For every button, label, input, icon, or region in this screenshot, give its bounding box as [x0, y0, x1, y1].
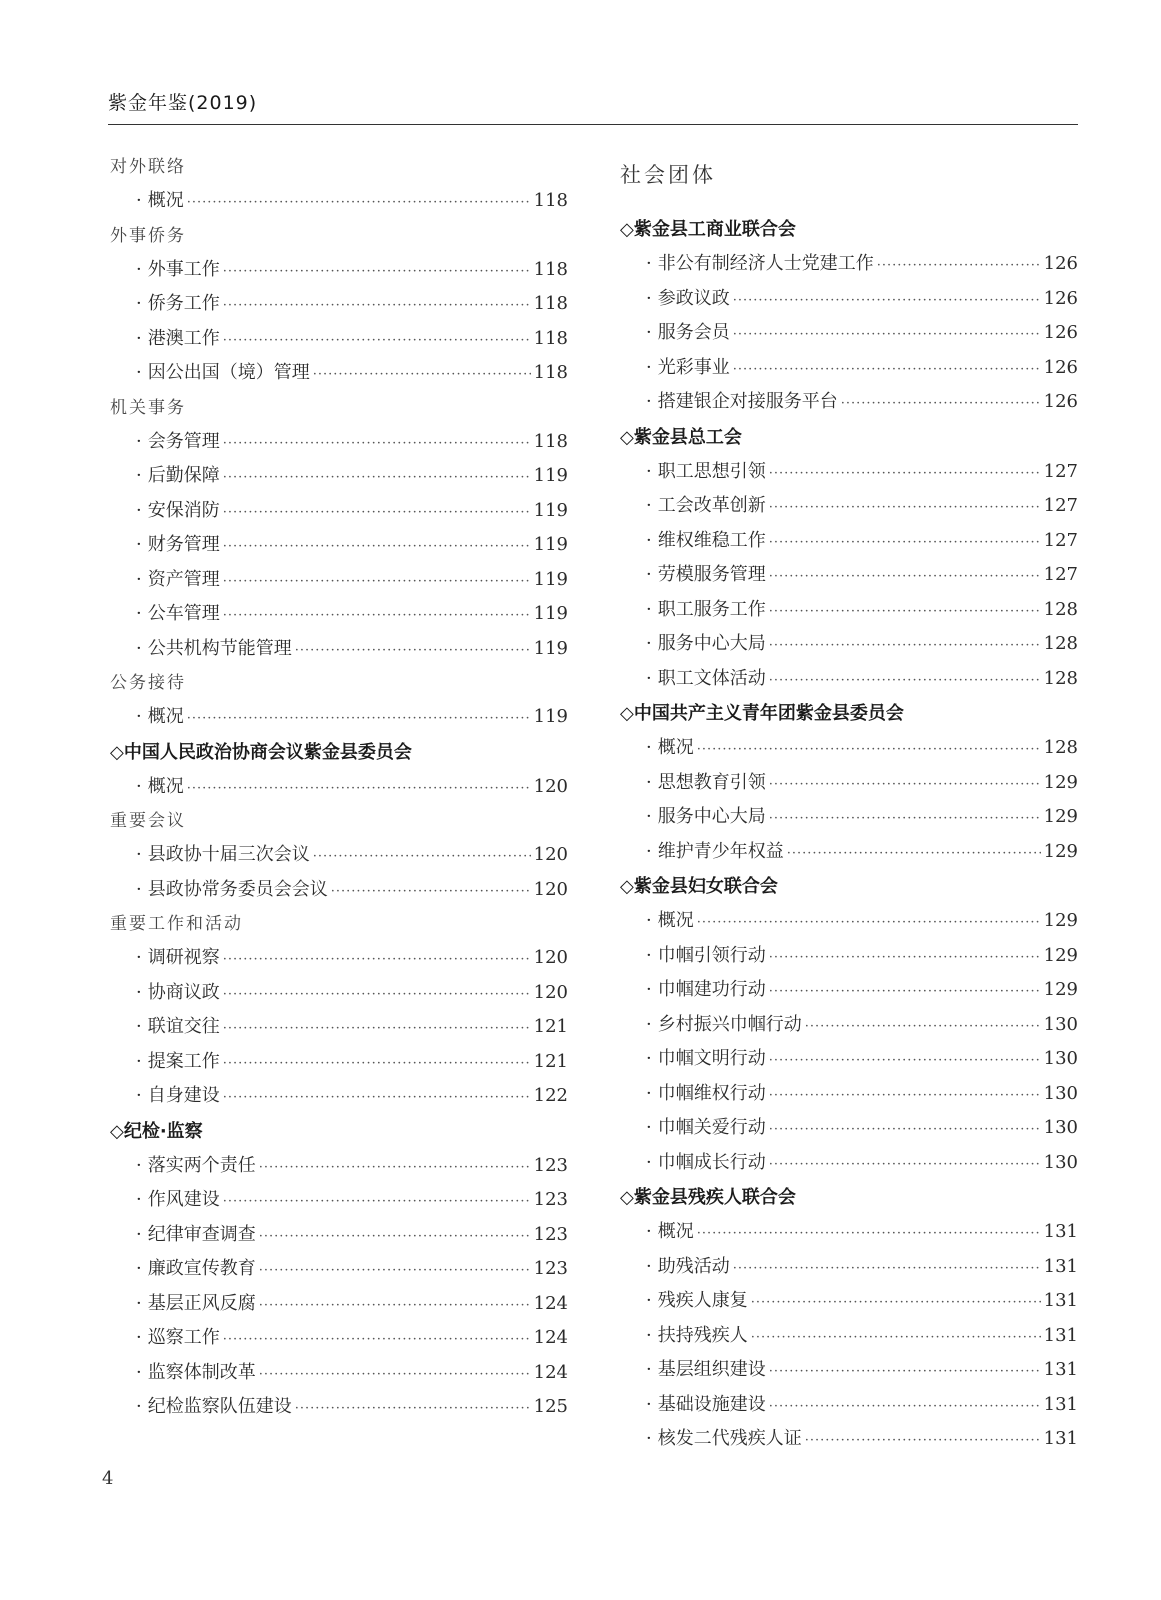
toc-page-number: 129	[1043, 806, 1078, 827]
toc-entry	[110, 597, 568, 632]
dot-leader	[769, 560, 1041, 595]
toc-page-number: 128	[1043, 737, 1078, 758]
toc-entry	[620, 662, 1078, 697]
dot-leader	[769, 1079, 1041, 1114]
toc-entry-title: · 巾帼关爱行动	[646, 1111, 766, 1146]
toc-entry-title: · 会务管理	[136, 425, 220, 460]
toc-page-number: 129	[1043, 910, 1078, 931]
toc-entry-title: · 安保消防	[136, 494, 220, 529]
dot-leader	[769, 768, 1041, 803]
toc-entry	[620, 973, 1078, 1008]
toc-entry-title: · 资产管理	[136, 563, 220, 598]
toc-entry	[620, 835, 1078, 870]
toc-entry	[620, 800, 1078, 835]
toc-entry	[110, 1321, 568, 1356]
toc-page-number: 129	[1043, 979, 1078, 1000]
toc-entry	[110, 700, 568, 735]
toc-page-number: 127	[1043, 529, 1078, 551]
toc-entry	[620, 766, 1078, 801]
toc-entry	[620, 1388, 1078, 1423]
toc-page-number: 121	[533, 1050, 568, 1072]
toc-page-number: 119	[533, 706, 568, 727]
toc-page-number: 127	[1043, 495, 1078, 516]
toc-page-number: 131	[1043, 1359, 1078, 1380]
dot-leader	[877, 249, 1041, 284]
toc-entry	[620, 1042, 1078, 1077]
toc-entry	[620, 939, 1078, 974]
toc-entry-title: · 服务会员	[646, 316, 730, 351]
toc-entry	[110, 287, 568, 322]
dot-leader	[769, 1113, 1041, 1148]
toc-page-number: 120	[533, 775, 568, 797]
dot-leader	[223, 1323, 531, 1358]
toc-entry-title: · 联谊交往	[136, 1010, 220, 1045]
toc-entry-title: · 服务中心大局	[646, 627, 766, 662]
dot-leader	[751, 1321, 1041, 1356]
toc-category-heading: 重要会议	[110, 811, 186, 831]
toc-entry-title: · 协商议政	[136, 976, 220, 1011]
dot-leader	[769, 491, 1041, 526]
toc-entry	[110, 494, 568, 529]
dot-leader	[769, 941, 1041, 976]
page-number: 4	[102, 1468, 114, 1489]
toc-category-heading: 外事侨务	[110, 225, 186, 246]
dot-leader	[769, 975, 1041, 1010]
dot-leader	[769, 526, 1041, 561]
toc-page-number: 123	[533, 1258, 568, 1279]
toc-entry	[620, 627, 1078, 662]
toc-entry-title: · 核发二代残疾人证	[646, 1422, 802, 1457]
dot-leader	[295, 1392, 531, 1427]
toc-entry-title: · 调研视察	[136, 941, 220, 976]
toc-right-column	[620, 150, 1078, 1457]
toc-entry	[110, 632, 568, 667]
toc-entry-title: · 劳模服务管理	[646, 558, 766, 593]
toc-page-number: 118	[533, 327, 568, 349]
dot-leader	[223, 530, 531, 565]
toc-section-heading: ◇紫金县工商业联合会	[620, 219, 796, 240]
toc-entry	[620, 1422, 1078, 1457]
toc-section-heading: ◇中国共产主义青年团紫金县委员会	[620, 703, 904, 724]
toc-entry	[110, 563, 568, 598]
toc-page-number: 130	[1043, 1048, 1078, 1069]
toc-page-number: 119	[533, 534, 568, 555]
toc-entry-title: · 基层正风反腐	[136, 1287, 256, 1322]
dot-leader	[331, 875, 531, 910]
toc-entry	[620, 282, 1078, 317]
dot-leader	[787, 837, 1041, 872]
toc-entry-title: · 巾帼文明行动	[646, 1042, 766, 1077]
dot-leader	[751, 1286, 1041, 1321]
toc-page-number: 126	[1043, 356, 1078, 378]
dot-leader	[223, 565, 531, 600]
dot-leader	[259, 1151, 531, 1186]
dot-leader	[223, 289, 531, 324]
toc-entry-title: · 巡察工作	[136, 1321, 220, 1356]
toc-entry	[110, 322, 568, 357]
dot-leader	[769, 1355, 1041, 1390]
toc-entry	[110, 425, 568, 460]
toc-page-number: 131	[1043, 1290, 1078, 1311]
toc-entry-title: · 思想教育引领	[646, 766, 766, 801]
toc-entry	[110, 1045, 568, 1080]
toc-page-number: 127	[1043, 564, 1078, 585]
dot-leader	[223, 496, 531, 531]
dot-leader	[841, 387, 1041, 422]
toc-entry-title: · 自身建设	[136, 1079, 220, 1114]
toc-entry	[110, 1356, 568, 1391]
toc-section-heading: ◇紫金县残疾人联合会	[620, 1187, 796, 1208]
toc-entry	[110, 941, 568, 976]
toc-entry-title: · 提案工作	[136, 1045, 220, 1080]
toc-entry-title: · 基础设施建设	[646, 1388, 766, 1423]
toc-page-number: 122	[533, 1085, 568, 1106]
toc-entry	[620, 385, 1078, 420]
toc-entry-title: · 巾帼建功行动	[646, 973, 766, 1008]
toc-entry-title: · 县政协常务委员会会议	[136, 873, 328, 908]
dot-leader	[223, 1012, 531, 1047]
toc-left-column	[110, 150, 568, 1425]
dot-leader	[259, 1220, 531, 1255]
toc-entry-title: · 后勤保障	[136, 459, 220, 494]
toc-entry-title: · 作风建设	[136, 1183, 220, 1218]
toc-section-heading: ◇纪检·监察	[110, 1120, 203, 1142]
toc-entry-title: · 扶持残疾人	[646, 1319, 748, 1354]
toc-entry-title: · 纪律审查调查	[136, 1218, 256, 1253]
toc-page-number: 131	[1043, 1221, 1078, 1242]
toc-entry-title: · 概况	[136, 700, 184, 735]
toc-entry	[620, 1284, 1078, 1319]
toc-entry	[620, 1353, 1078, 1388]
dot-leader	[697, 1217, 1041, 1252]
dot-leader	[805, 1424, 1041, 1459]
toc-page-number: 128	[1043, 667, 1078, 689]
toc-entry	[110, 184, 568, 219]
toc-entry	[110, 1183, 568, 1218]
toc-page-number: 124	[533, 1361, 568, 1383]
toc-entry	[110, 838, 568, 873]
toc-page-number: 131	[1043, 1428, 1078, 1449]
dot-leader	[223, 978, 531, 1013]
toc-entry	[620, 351, 1078, 386]
dot-leader	[187, 186, 531, 221]
toc-entry	[110, 770, 568, 805]
toc-entry-title: · 职工服务工作	[646, 593, 766, 628]
toc-entry-title: · 巾帼成长行动	[646, 1146, 766, 1181]
toc-entry	[620, 1077, 1078, 1112]
toc-entry-title: · 公车管理	[136, 597, 220, 632]
toc-page-number: 126	[1043, 253, 1078, 274]
toc-entry-title: · 港澳工作	[136, 322, 220, 357]
toc-entry-title: · 巾帼维权行动	[646, 1077, 766, 1112]
toc-category-heading: 对外联络	[110, 157, 186, 177]
dot-leader	[769, 802, 1041, 837]
toc-page-number: 118	[533, 190, 568, 211]
dot-leader	[805, 1010, 1041, 1045]
dot-leader	[313, 358, 531, 393]
toc-page-number: 124	[533, 1327, 568, 1348]
dot-leader	[733, 1252, 1041, 1287]
toc-entry-title: · 县政协十届三次会议	[136, 838, 310, 873]
toc-section-heading: ◇紫金县妇女联合会	[620, 876, 778, 897]
toc-entry	[110, 1149, 568, 1184]
dot-leader	[223, 599, 531, 634]
toc-entry	[110, 1287, 568, 1322]
toc-entry	[620, 1250, 1078, 1285]
dot-leader	[769, 629, 1041, 664]
toc-entry-title: · 侨务工作	[136, 287, 220, 322]
dot-leader	[223, 1185, 531, 1220]
toc-entry	[620, 316, 1078, 351]
toc-entry	[110, 1010, 568, 1045]
toc-entry-title: · 廉政宣传教育	[136, 1252, 256, 1287]
dot-leader	[295, 634, 531, 669]
toc-entry	[620, 524, 1078, 559]
toc-page-number: 130	[1043, 1013, 1078, 1035]
toc-entry	[620, 1111, 1078, 1146]
toc-page-number: 123	[533, 1154, 568, 1176]
dot-leader	[259, 1254, 531, 1289]
toc-entry-title: · 因公出国（境）管理	[136, 356, 310, 391]
toc-page-number: 127	[1043, 460, 1078, 482]
toc-entry-title: · 纪检监察队伍建设	[136, 1390, 292, 1425]
toc-page-number: 124	[533, 1292, 568, 1314]
toc-page-number: 119	[533, 637, 568, 659]
toc-page-number: 129	[1043, 944, 1078, 966]
toc-page-number: 120	[533, 878, 568, 900]
toc-entry	[110, 976, 568, 1011]
toc-entry	[110, 253, 568, 288]
dot-leader	[733, 353, 1041, 388]
toc-page-number: 119	[533, 499, 568, 521]
toc-entry	[110, 1252, 568, 1287]
dot-leader	[733, 284, 1041, 319]
toc-section-heading: ◇中国人民政治协商会议紫金县委员会	[110, 741, 412, 763]
toc-page-number: 123	[533, 1223, 568, 1245]
toc-entry-title: · 职工文体活动	[646, 662, 766, 697]
toc-page-number: 125	[533, 1396, 568, 1417]
toc-entry-title: · 助残活动	[646, 1250, 730, 1285]
toc-entry	[110, 1390, 568, 1425]
toc-page-number: 131	[1043, 1324, 1078, 1346]
dot-leader	[769, 1148, 1041, 1183]
toc-entry	[620, 489, 1078, 524]
toc-entry-title: · 乡村振兴巾帼行动	[646, 1008, 802, 1043]
dot-leader	[769, 457, 1041, 492]
toc-entry	[110, 1218, 568, 1253]
toc-entry-title: · 概况	[646, 731, 694, 766]
toc-entry	[110, 873, 568, 908]
toc-category-heading: 公务接待	[110, 673, 186, 693]
toc-entry-title: · 工会改革创新	[646, 489, 766, 524]
toc-entry-title: · 概况	[646, 1215, 694, 1250]
dot-leader	[223, 461, 531, 496]
dot-leader	[223, 1047, 531, 1082]
toc-page-number: 121	[533, 1016, 568, 1037]
dot-leader	[259, 1289, 531, 1324]
toc-page-number: 129	[1043, 771, 1078, 793]
dot-leader	[223, 324, 531, 359]
toc-entry-title: · 光彩事业	[646, 351, 730, 386]
dot-leader	[187, 772, 531, 807]
running-header: 紫金年鉴(2019)	[108, 92, 258, 114]
header-rule	[108, 124, 1078, 125]
toc-entry-title: · 公共机构节能管理	[136, 632, 292, 667]
toc-entry	[110, 356, 568, 391]
toc-entry	[620, 1008, 1078, 1043]
dot-leader	[259, 1358, 531, 1393]
toc-page-number: 118	[533, 258, 568, 280]
dot-leader	[223, 943, 531, 978]
toc-entry-title: · 概况	[136, 770, 184, 805]
dot-leader	[697, 906, 1041, 941]
toc-entry	[620, 904, 1078, 939]
dot-leader	[733, 318, 1041, 353]
toc-page-number: 128	[1043, 633, 1078, 654]
toc-entry-title: · 外事工作	[136, 253, 220, 288]
toc-entry	[110, 528, 568, 563]
toc-entry-title: · 概况	[646, 904, 694, 939]
toc-category-heading: 机关事务	[110, 397, 186, 418]
toc-entry-title: · 基层组织建设	[646, 1353, 766, 1388]
toc-entry	[620, 558, 1078, 593]
dot-leader	[769, 595, 1041, 630]
toc-entry-title: · 服务中心大局	[646, 800, 766, 835]
toc-entry	[620, 731, 1078, 766]
dot-leader	[223, 1081, 531, 1116]
toc-page-number: 130	[1043, 1117, 1078, 1138]
toc-entry	[620, 1146, 1078, 1181]
toc-page-number: 123	[533, 1189, 568, 1210]
toc-entry	[620, 1319, 1078, 1354]
toc-entry-title: · 维护青少年权益	[646, 835, 784, 870]
toc-page-number: 128	[1043, 598, 1078, 620]
toc-page-number: 120	[533, 844, 568, 865]
toc-page-number: 118	[533, 362, 568, 383]
toc-page-number: 118	[533, 293, 568, 314]
dot-leader	[313, 840, 531, 875]
toc-page-number: 126	[1043, 287, 1078, 309]
toc-entry-title: · 概况	[136, 184, 184, 219]
toc-entry	[620, 593, 1078, 628]
toc-entry-title: · 监察体制改革	[136, 1356, 256, 1391]
toc-entry	[620, 247, 1078, 282]
toc-page-number: 131	[1043, 1393, 1078, 1415]
dot-leader	[187, 702, 531, 737]
toc-entry-title: · 职工思想引领	[646, 455, 766, 490]
dot-leader	[223, 427, 531, 462]
toc-entry-title: · 搭建银企对接服务平台	[646, 385, 838, 420]
toc-part-heading: 社会团体	[620, 163, 716, 187]
toc-entry-title: · 维权维稳工作	[646, 524, 766, 559]
toc-entry	[110, 1079, 568, 1114]
toc-entry	[110, 459, 568, 494]
toc-entry-title: · 财务管理	[136, 528, 220, 563]
dot-leader	[769, 664, 1041, 699]
toc-page-number: 126	[1043, 391, 1078, 412]
toc-page-number: 119	[533, 465, 568, 486]
toc-entry	[620, 455, 1078, 490]
dot-leader	[769, 1390, 1041, 1425]
toc-page-number: 131	[1043, 1255, 1078, 1277]
toc-page-number: 130	[1043, 1082, 1078, 1104]
toc-entry-title: · 非公有制经济人士党建工作	[646, 247, 874, 282]
dot-leader	[769, 1044, 1041, 1079]
toc-entry	[620, 1215, 1078, 1250]
toc-page-number: 130	[1043, 1151, 1078, 1173]
dot-leader	[223, 255, 531, 290]
toc-page-number: 118	[533, 430, 568, 452]
toc-entry-title: · 参政议政	[646, 282, 730, 317]
toc-category-heading: 重要工作和活动	[110, 914, 243, 934]
dot-leader	[697, 733, 1041, 768]
toc-page-number: 119	[533, 568, 568, 590]
toc-entry-title: · 落实两个责任	[136, 1149, 256, 1184]
toc-entry-title: · 残疾人康复	[646, 1284, 748, 1319]
toc-page-number: 126	[1043, 322, 1078, 343]
toc-page-number: 129	[1043, 840, 1078, 862]
toc-entry-title: · 巾帼引领行动	[646, 939, 766, 974]
toc-page-number: 119	[533, 603, 568, 624]
toc-page-number: 120	[533, 947, 568, 968]
toc-section-heading: ◇紫金县总工会	[620, 426, 742, 448]
toc-page-number: 120	[533, 981, 568, 1003]
